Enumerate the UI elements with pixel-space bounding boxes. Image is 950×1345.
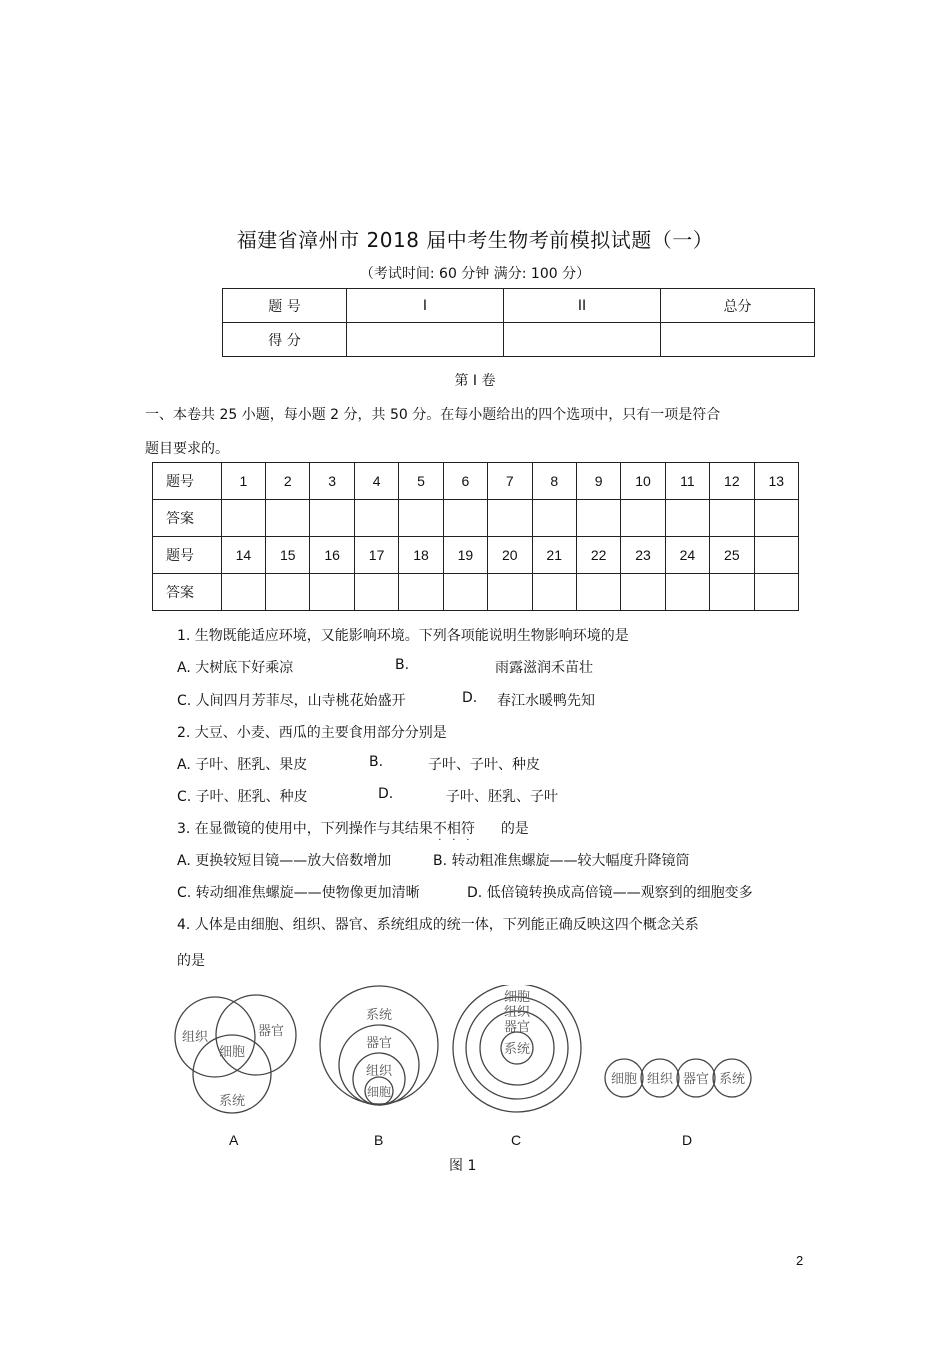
- diagram-c-label-tissue: 组织: [503, 1005, 531, 1020]
- question-number: 10: [621, 463, 665, 500]
- question-3-stem-start: 3. 在显微镜的使用中，下列操作与其结果: [177, 821, 433, 837]
- diagram-d-label-system: 系统: [718, 1072, 746, 1087]
- question-number: 11: [665, 463, 709, 500]
- question-number: 14: [221, 537, 265, 574]
- page-title: 福建省漳州市 2018 届中考生物考前模拟试题（一）: [236, 228, 714, 252]
- answer-cell[interactable]: [665, 574, 709, 611]
- question-2-option-d-letter: D.: [378, 786, 394, 802]
- answer-cell[interactable]: [221, 500, 265, 537]
- question-number: [754, 537, 798, 574]
- score-cell[interactable]: [661, 323, 815, 357]
- emphasis-text: 不: [432, 821, 447, 837]
- answer-cell[interactable]: [576, 574, 620, 611]
- question-3-option-d: D. 低倍镜转换成高倍镜——观察到的细胞变多: [467, 885, 753, 901]
- question-number: 21: [532, 537, 576, 574]
- diagram-c-label-organ: 器官: [503, 1020, 531, 1035]
- question-3-option-a: A. 更换较短目镜——放大倍数增加: [177, 853, 392, 869]
- question-number: 5: [399, 463, 443, 500]
- question-1-option-d-letter: D.: [462, 690, 478, 706]
- question-2-option-b-letter: B.: [369, 754, 384, 770]
- question-4-stem-continued: 的是: [177, 953, 205, 969]
- question-1-stem: 1. 生物既能适应环境，又能影响环境。下列各项能说明生物影响环境的是: [177, 628, 629, 644]
- question-number: 17: [354, 537, 398, 574]
- diagram-c-caption: C: [511, 1132, 522, 1148]
- question-number: 24: [665, 537, 709, 574]
- question-number: 18: [399, 537, 443, 574]
- question-2-stem: 2. 大豆、小麦、西瓜的主要食用部分分别是: [177, 725, 447, 741]
- emphasis-char: [432, 821, 447, 846]
- question-number: 4: [354, 463, 398, 500]
- score-cell[interactable]: [347, 323, 504, 357]
- answer-cell[interactable]: [354, 500, 398, 537]
- question-number: 7: [488, 463, 532, 500]
- figure-1-diagrams: [160, 985, 780, 1120]
- question-number: 6: [443, 463, 487, 500]
- score-cell[interactable]: [504, 323, 661, 357]
- question-3-stem-end: 的是: [500, 821, 529, 837]
- emphasis-char: [460, 821, 475, 846]
- diagram-a-label-organ: 器官: [257, 1024, 285, 1039]
- question-number: 16: [310, 537, 354, 574]
- emphasis-text: 符: [460, 821, 475, 837]
- answer-cell[interactable]: [621, 500, 665, 537]
- question-number: 22: [576, 537, 620, 574]
- question-number: 15: [266, 537, 310, 574]
- question-1-option-c: C. 人间四月芳菲尽，山寺桃花始盛开: [177, 693, 406, 709]
- question-4-stem: 4. 人体是由细胞、组织、器官、系统组成的统一体，下列能正确反映这四个概念关系: [177, 917, 699, 933]
- answer-cell[interactable]: [488, 574, 532, 611]
- question-3-option-c: C. 转动细准焦螺旋——使物像更加清晰: [177, 885, 420, 901]
- diagram-b-label-system: 系统: [365, 1008, 393, 1023]
- emphasis-char: [446, 821, 461, 846]
- answer-row: [153, 574, 799, 611]
- figure-caption: 图 1: [449, 1158, 477, 1174]
- question-1-option-d: 春江水暖鸭先知: [497, 693, 595, 709]
- question-2-option-c: C. 子叶、胚乳、种皮: [177, 789, 308, 805]
- answer-row: [153, 500, 799, 537]
- question-1-option-a: A. 大树底下好乘凉: [177, 660, 294, 676]
- emphasis-dot: ·: [452, 835, 456, 846]
- answer-cell[interactable]: [443, 500, 487, 537]
- answer-cell[interactable]: [354, 574, 398, 611]
- question-number: 13: [754, 463, 798, 500]
- answer-cell[interactable]: [310, 574, 354, 611]
- score-header-part1: I: [347, 289, 504, 323]
- page-number: 2: [796, 1253, 804, 1268]
- answer-cell[interactable]: [488, 500, 532, 537]
- score-row-label: 得 分: [223, 323, 347, 357]
- diagram-d-label-cell: 细胞: [610, 1072, 638, 1087]
- answer-cell[interactable]: [399, 574, 443, 611]
- answer-cell[interactable]: [621, 574, 665, 611]
- diagram-a-caption: A: [229, 1132, 239, 1148]
- answer-cell[interactable]: [266, 574, 310, 611]
- diagram-a-label-cell: 细胞: [218, 1045, 246, 1060]
- answer-cell[interactable]: [221, 574, 265, 611]
- section-intro: 一、本卷共 25 小题，每小题 2 分，共 50 分。在每小题给出的四个选项中，只有一项是符合: [145, 407, 721, 423]
- number-label: 题号: [153, 463, 222, 500]
- answer-cell[interactable]: [665, 500, 709, 537]
- diagram-c-label-system: 系统: [503, 1042, 531, 1057]
- score-table: [222, 288, 815, 357]
- diagram-d-label-organ: 器官: [682, 1072, 710, 1087]
- diagram-b-label-organ: 器官: [365, 1036, 393, 1051]
- answer-table: [152, 462, 799, 611]
- answer-cell[interactable]: [576, 500, 620, 537]
- question-number: 19: [443, 537, 487, 574]
- question-3-stem: [177, 818, 529, 846]
- question-number: 25: [710, 537, 754, 574]
- answer-cell[interactable]: [710, 500, 754, 537]
- score-header-part2: II: [504, 289, 661, 323]
- answer-cell[interactable]: [532, 574, 576, 611]
- section-intro-continued: 题目要求的。: [145, 441, 229, 457]
- question-number: 1: [221, 463, 265, 500]
- question-number: 8: [532, 463, 576, 500]
- diagram-c-label-cell: 细胞: [503, 990, 531, 1005]
- emphasis-dot: ·: [438, 835, 442, 846]
- question-number: 3: [310, 463, 354, 500]
- diagram-a-label-tissue: 组织: [181, 1030, 209, 1045]
- question-1-option-b-letter: B.: [395, 657, 410, 673]
- answer-cell[interactable]: [710, 574, 754, 611]
- question-2-option-d: 子叶、胚乳、子叶: [446, 789, 558, 805]
- answer-cell[interactable]: [754, 500, 798, 537]
- diagram-b-label-tissue: 组织: [365, 1064, 393, 1079]
- score-table-row: [223, 289, 815, 323]
- score-header-label: 题 号: [223, 289, 347, 323]
- question-number: 9: [576, 463, 620, 500]
- answer-label: 答案: [153, 574, 222, 611]
- diagram-d-caption: D: [682, 1132, 693, 1148]
- question-2-option-b: 子叶、子叶、种皮: [428, 757, 540, 773]
- exam-info: （考试时间: 60 分钟 满分: 100 分）: [359, 266, 591, 282]
- answer-number-row: [153, 463, 799, 500]
- answer-cell[interactable]: [754, 574, 798, 611]
- diagram-d-label-tissue: 组织: [646, 1072, 674, 1087]
- diagram-b-caption: B: [374, 1132, 384, 1148]
- question-number: 2: [266, 463, 310, 500]
- emphasis-dot: ·: [466, 835, 470, 846]
- diagram-a-label-system: 系统: [218, 1094, 246, 1109]
- score-header-total: 总分: [661, 289, 815, 323]
- answer-label: 答案: [153, 500, 222, 537]
- score-table-row: [223, 323, 815, 357]
- volume-heading: 第 I 卷: [454, 373, 496, 389]
- diagram-b-label-cell: 细胞: [366, 1085, 392, 1099]
- answer-cell[interactable]: [532, 500, 576, 537]
- question-number: 23: [621, 537, 665, 574]
- answer-cell[interactable]: [310, 500, 354, 537]
- answer-cell[interactable]: [443, 574, 487, 611]
- question-3-option-b: B. 转动粗准焦螺旋——较大幅度升降镜筒: [433, 853, 690, 869]
- answer-number-row: [153, 537, 799, 574]
- number-label: 题号: [153, 537, 222, 574]
- emphasis-text: 相: [446, 821, 461, 837]
- question-number: 20: [488, 537, 532, 574]
- answer-cell[interactable]: [399, 500, 443, 537]
- answer-cell[interactable]: [266, 500, 310, 537]
- question-1-option-b: 雨露滋润禾苗壮: [495, 660, 593, 676]
- question-2-option-a: A. 子叶、胚乳、果皮: [177, 757, 308, 773]
- question-number: 12: [710, 463, 754, 500]
